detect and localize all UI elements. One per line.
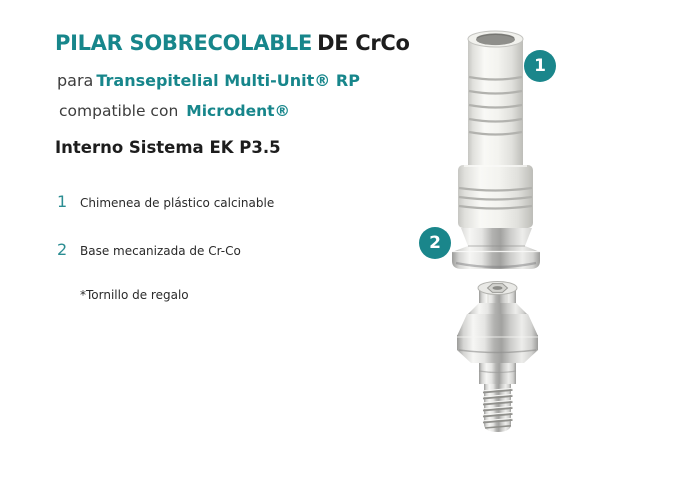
legend-label-2: Base mecanizada de Cr-Co	[80, 244, 241, 258]
hex-socket-outline	[488, 284, 508, 293]
cone-rim-highlight	[467, 315, 528, 317]
screw-body	[484, 384, 511, 432]
abutment-lower-cone	[457, 314, 538, 336]
for-prefix: para	[57, 71, 94, 90]
subtitle-for-line	[57, 71, 360, 90]
abutment-upper-cone	[467, 303, 528, 315]
legend-number-1: 1	[57, 192, 68, 211]
title-rest: DE CrCo	[317, 31, 410, 55]
chimney-top-opening	[476, 34, 515, 45]
chimney-collar	[458, 165, 533, 228]
body-lower-rim	[459, 350, 536, 353]
chimney-cylinder	[468, 39, 523, 169]
legend-item-2	[57, 241, 241, 259]
hex-socket	[488, 284, 508, 293]
hex-head	[479, 288, 516, 305]
legend-item-1	[57, 193, 274, 211]
compat-prefix: compatible con	[59, 102, 179, 120]
hex-top-face	[478, 282, 517, 295]
chimney-opening-shadow	[477, 34, 514, 38]
compat-highlight: Microdent®	[186, 102, 291, 120]
legend-number-2: 2	[57, 240, 68, 259]
flange-bottom-shadow	[456, 263, 536, 267]
metal-base	[452, 228, 540, 269]
neck-band-line	[479, 371, 516, 373]
abutment-illustration	[457, 282, 538, 433]
screw-channel-hole	[493, 286, 503, 290]
abutment-neck	[479, 363, 516, 384]
page-title	[55, 31, 410, 55]
system-line: Interno Sistema EK P3.5	[55, 138, 281, 157]
title-highlight: PILAR SOBRECOLABLE	[55, 31, 313, 55]
figure-badge-2: 2	[419, 227, 451, 259]
chimney-grooves	[469, 77, 522, 135]
hex-facet-lines	[488, 286, 507, 305]
for-highlight: Transepitelial Multi-Unit® RP	[96, 71, 360, 90]
abutment-body	[457, 335, 538, 363]
legend-label-1: Chimenea de plástico calcinable	[80, 196, 275, 210]
chimney-top-rim	[468, 31, 523, 47]
figure-badge-1: 1	[524, 50, 556, 82]
subtitle-compat-line	[59, 102, 290, 120]
free-screw-note: *Tornillo de regalo	[80, 288, 189, 302]
screw-threads	[483, 388, 513, 428]
collar-grooves	[459, 188, 532, 209]
